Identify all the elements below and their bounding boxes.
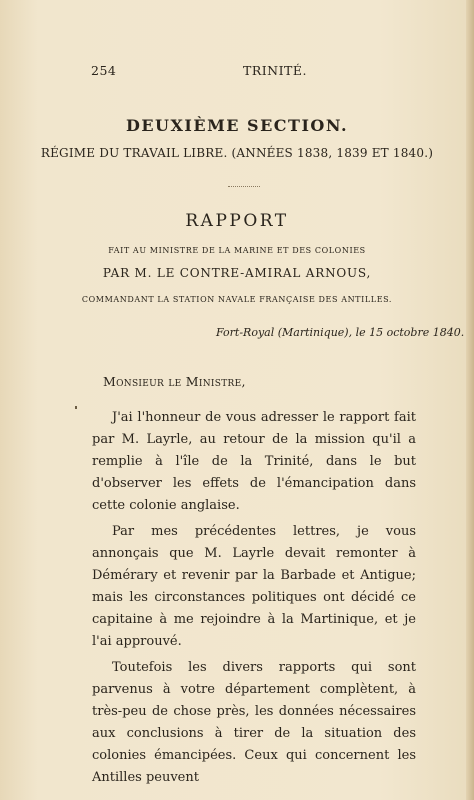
salutation: Monsieur le Ministre,	[103, 374, 246, 389]
paragraph: Par mes précédentes lettres, je vous annonçais que M. Layrle devait remonter à Démérary et revenir par la Barbade et Antigue; mais les circonstances politiques ont décidé ce capitaine à me rejoindre à la Martinique, et je l'ai approuvé.	[92, 524, 416, 649]
report-title: RAPPORT	[185, 211, 289, 231]
ornamental-rule	[228, 186, 260, 187]
author-role: COMMANDANT LA STATION NAVALE FRANÇAISE DES ANTILLES.	[81, 295, 393, 304]
dateline: Fort-Royal (Martinique), le 15 octobre 1840.	[216, 326, 465, 339]
page-number: 254	[91, 63, 117, 78]
letter-body	[92, 407, 416, 793]
running-header	[91, 63, 391, 81]
running-title: TRINITÉ.	[243, 63, 307, 78]
ink-mark	[75, 406, 77, 409]
report-addressee: FAIT AU MINISTRE DE LA MARINE ET DES COLONIES	[108, 246, 366, 255]
paragraph: J'ai l'honneur de vous adresser le rapport fait par M. Layrle, au retour de la mission qu'il a remplie à l'île de la Trinité, dans le but d'observer les effets de l'émancipation dans cette colonie anglaise.	[92, 410, 416, 513]
section-subtitle: RÉGIME DU TRAVAIL LIBRE. (ANNÉES 1838, 1839 ET 1840.)	[40, 146, 434, 160]
paragraph: Toutefois les divers rapports qui sont parvenus à votre département complètent, à très-peu de chose près, les données nécessaires aux conclusions à tirer de la situation des colonies émancipées. Ceux qui concernent les Antilles peuvent	[92, 660, 416, 785]
report-author: PAR M. LE CONTRE-AMIRAL ARNOUS,	[102, 266, 372, 280]
section-title: DEUXIÈME SECTION.	[125, 116, 349, 135]
